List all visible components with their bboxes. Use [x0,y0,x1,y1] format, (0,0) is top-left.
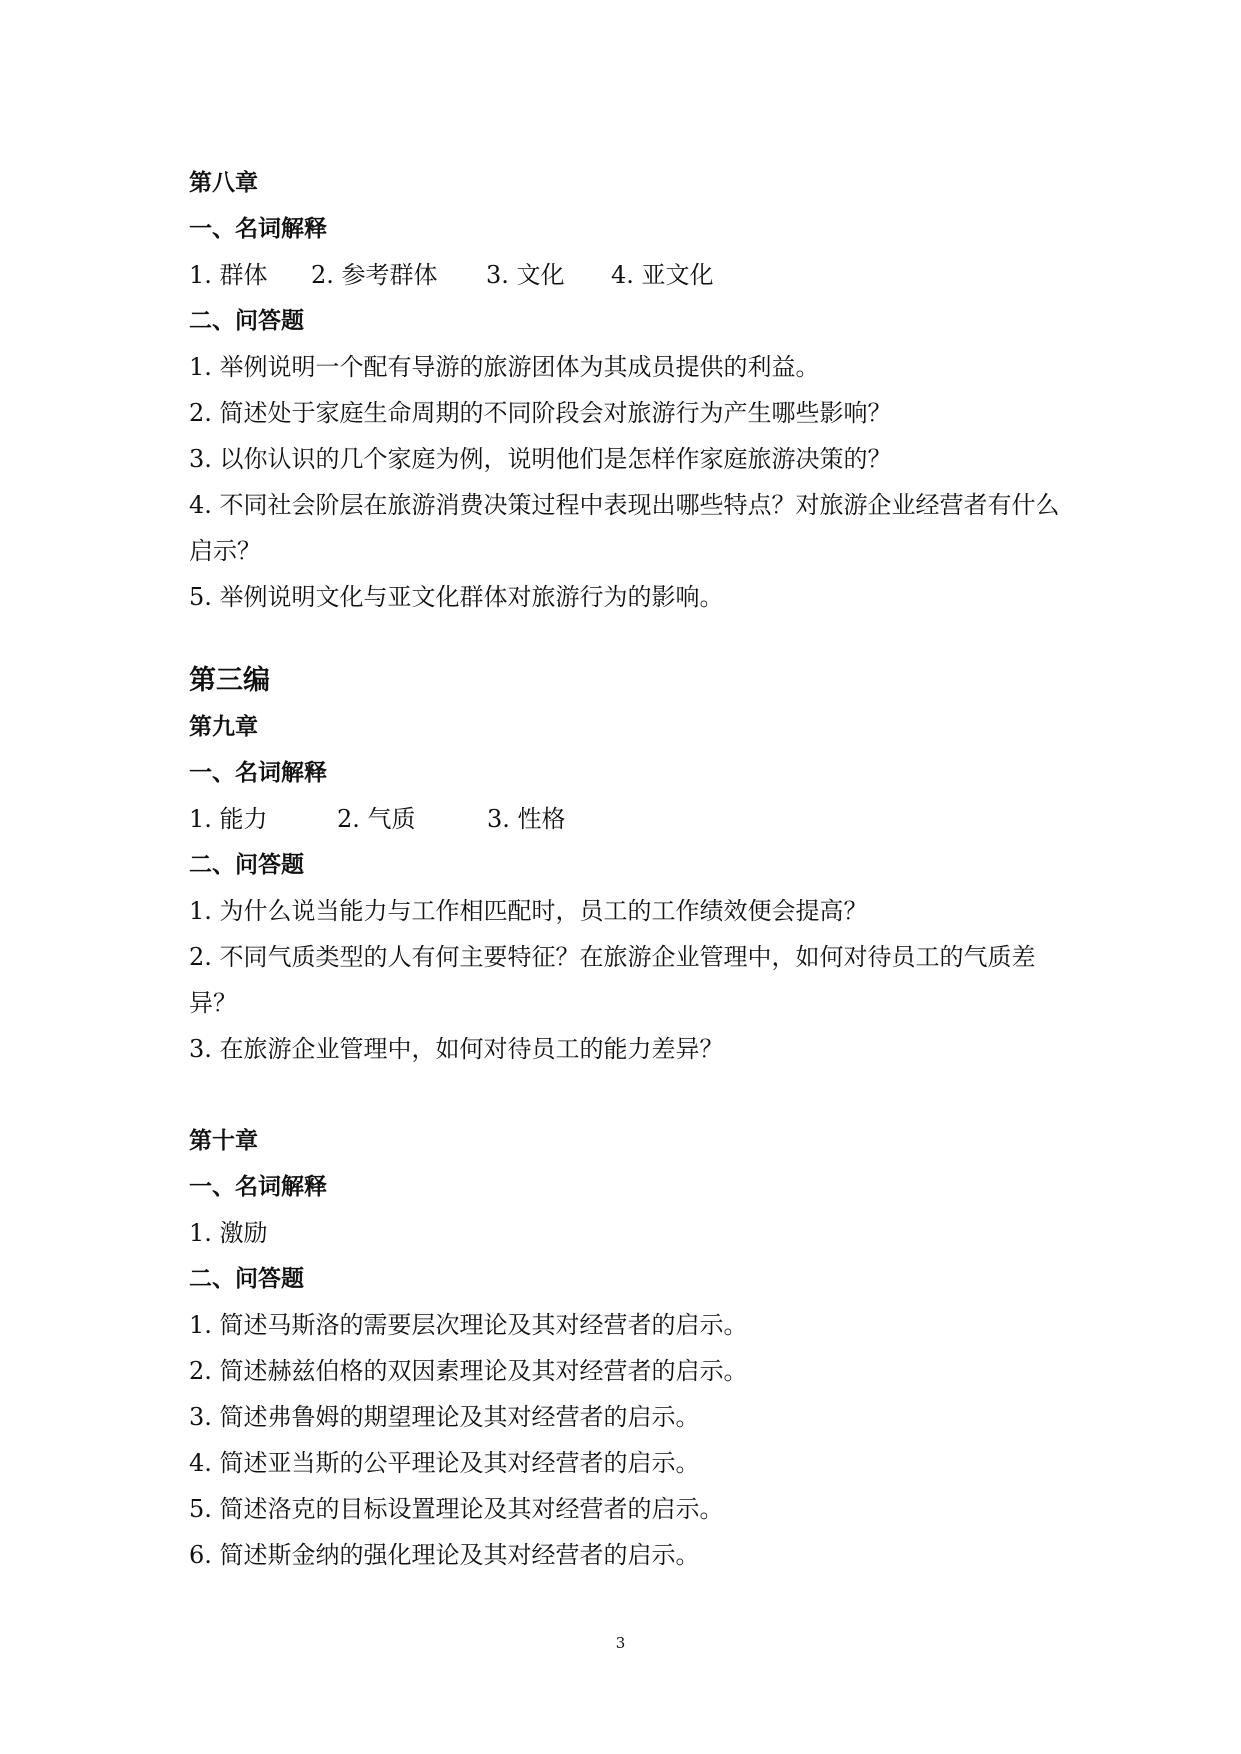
term: 2. 气质 [337,805,416,833]
term: 2. 参考群体 [311,261,438,289]
term: 4. 亚文化 [611,261,714,289]
question: 6. 简述斯金纳的强化理论及其对经营者的启示。 [189,1541,700,1569]
question: 5. 简述洛克的目标设置理论及其对经营者的启示。 [189,1495,724,1523]
chapter-10-terms-heading: 一、名词解释 [189,1174,327,1200]
chapter-9-terms [189,796,1069,842]
question: 3. 简述弗鲁姆的期望理论及其对经营者的启示。 [189,1403,700,1431]
term: 1. 能力 [189,805,268,833]
term: 3. 性格 [487,805,566,833]
chapter-8-terms [189,252,1069,298]
term: 3. 文化 [486,261,565,289]
part-title: 第三编 [189,665,270,696]
chapter-8-title: 第八章 [189,170,258,196]
question: 4. 简述亚当斯的公平理论及其对经营者的启示。 [189,1449,700,1477]
question: 1. 举例说明一个配有导游的旅游团体为其成员提供的利益。 [189,353,820,381]
chapter-9-terms-heading: 一、名词解释 [189,760,327,786]
question: 4. 不同社会阶层在旅游消费决策过程中表现出哪些特点？对旅游企业经营者有什么启示？ [189,491,1060,565]
question: 1. 为什么说当能力与工作相匹配时，员工的工作绩效便会提高？ [189,897,868,925]
question: 3. 以你认识的几个家庭为例，说明他们是怎样作家庭旅游决策的？ [189,445,892,473]
page-number: 3 [615,1634,626,1652]
term: 1. 群体 [189,261,268,289]
question: 2. 不同气质类型的人有何主要特征？在旅游企业管理中，如何对待员工的气质差异？ [189,943,1036,1017]
chapter-9-title: 第九章 [189,714,258,740]
question: 2. 简述处于家庭生命周期的不同阶段会对旅游行为产生哪些影响？ [189,399,892,427]
document-body [189,160,1069,1578]
chapter-10-title: 第十章 [189,1128,258,1154]
term: 1. 激励 [189,1219,268,1247]
chapter-10-questions-heading: 二、问答题 [189,1266,304,1292]
chapter-9-questions-heading: 二、问答题 [189,852,304,878]
question: 3. 在旅游企业管理中，如何对待员工的能力差异？ [189,1035,724,1063]
question: 2. 简述赫兹伯格的双因素理论及其对经营者的启示。 [189,1357,748,1385]
question: 1. 简述马斯洛的需要层次理论及其对经营者的启示。 [189,1311,748,1339]
question: 5. 举例说明文化与亚文化群体对旅游行为的影响。 [189,583,724,611]
chapter-8-questions-heading: 二、问答题 [189,308,304,334]
chapter-8-terms-heading: 一、名词解释 [189,216,327,242]
